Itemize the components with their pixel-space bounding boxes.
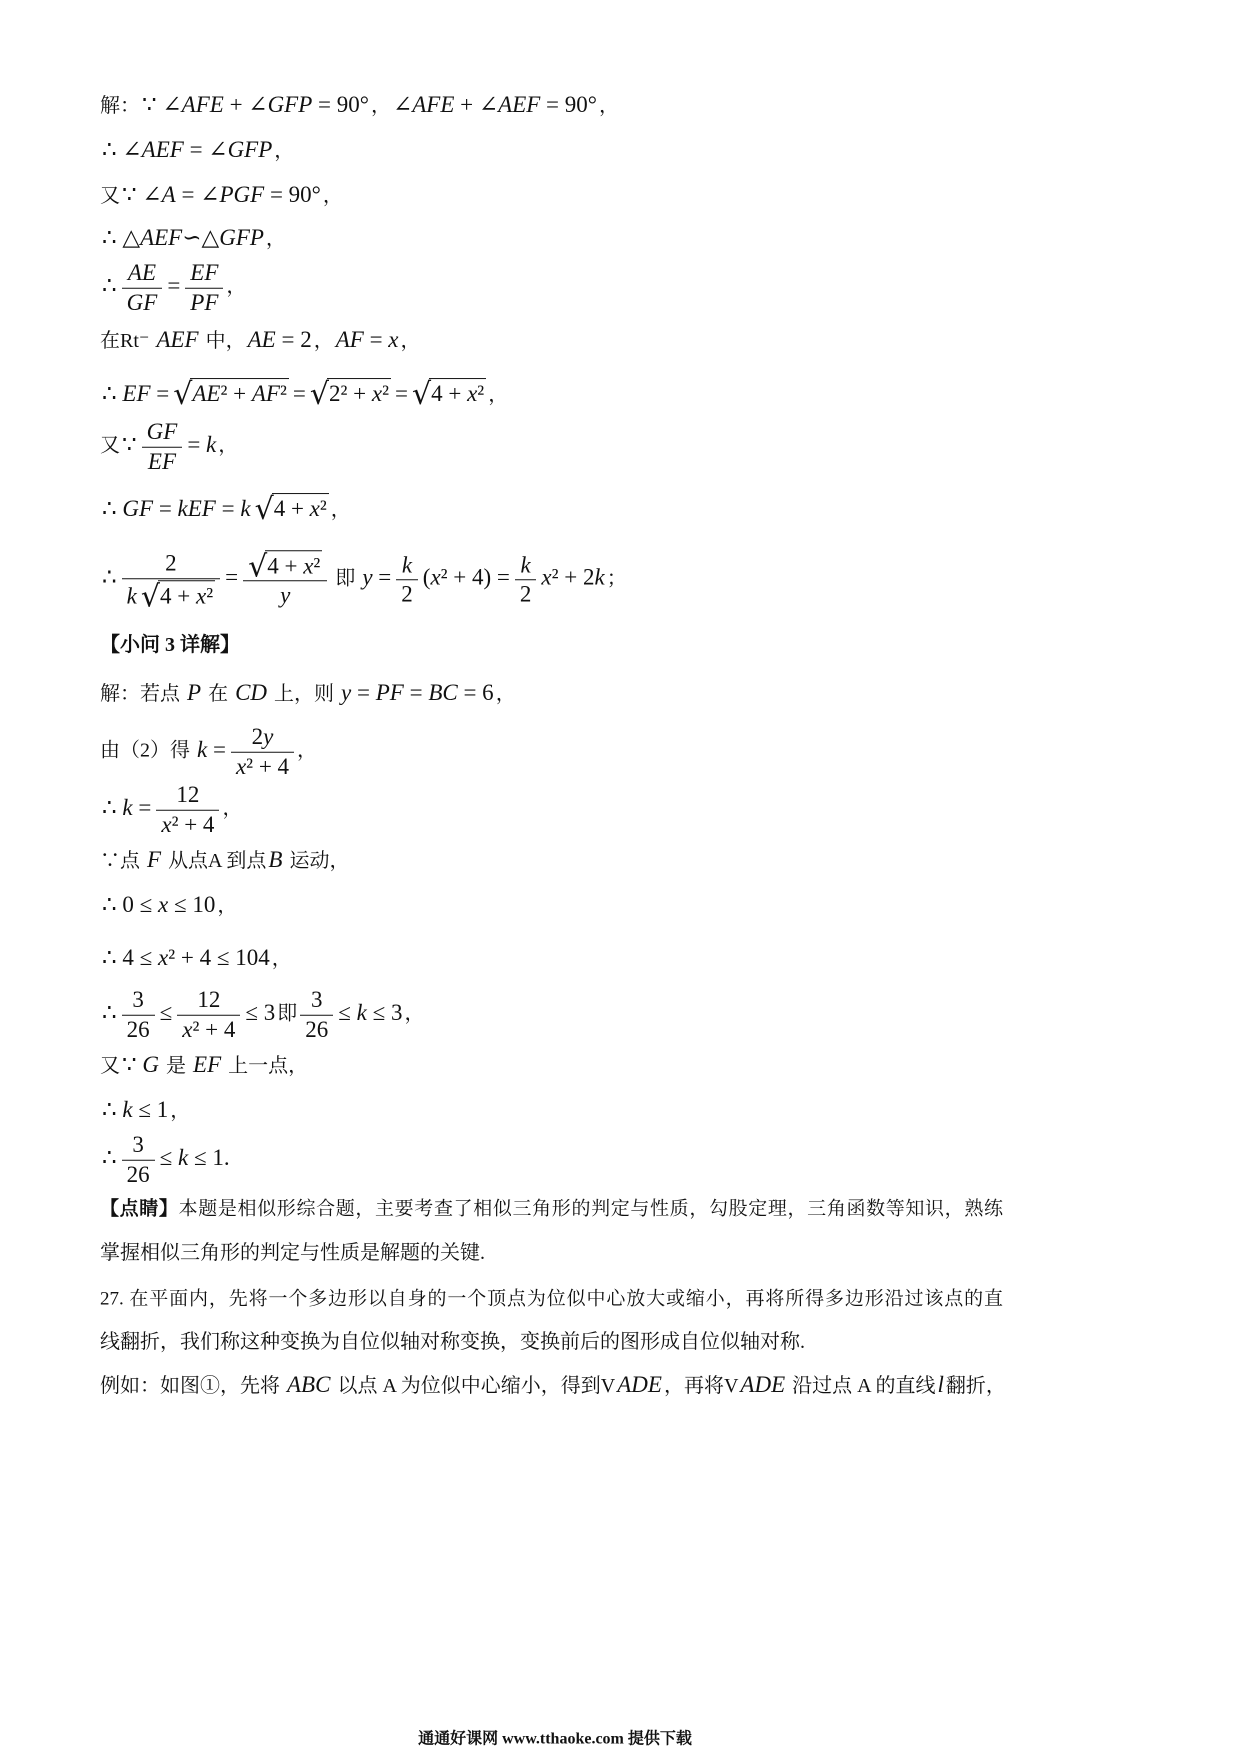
math-expression: AE [127, 259, 157, 285]
math-expression: EF [193, 1052, 222, 1078]
text-run: ，再将 [663, 1375, 724, 1398]
math-expression: k [401, 551, 413, 577]
text-run: 又 [100, 185, 120, 208]
solution-line [100, 325, 421, 355]
math-expression: PF [190, 289, 219, 315]
numerator [396, 551, 418, 580]
denominator [156, 810, 219, 840]
radical-sign: √ [254, 492, 274, 528]
math-expression: ∵ ∠AFE + ∠GFP = 90° [142, 92, 369, 118]
radicand: 2² + x² [327, 378, 391, 407]
radical-sign: √ [140, 579, 160, 614]
text-run: 上，则 [269, 683, 340, 706]
math-expression: x² + 4 [161, 811, 215, 837]
text-run: 在Rt⁻ [100, 330, 155, 353]
math-expression: = k [187, 431, 217, 457]
fraction [142, 418, 183, 477]
text-run: 中， [200, 330, 246, 353]
math-expression: CD [235, 680, 268, 706]
numerator [243, 549, 327, 585]
math-expression: 2 [165, 550, 177, 576]
denominator [122, 1015, 155, 1045]
text-run: 本题是相似形综合题，主要考查了相似三角形的判定与性质，勾股定理，三角函数等知识，熟练 [178, 1198, 1003, 1220]
math-expression: B [268, 847, 283, 873]
denominator [122, 578, 220, 614]
square-root [309, 377, 391, 413]
denominator [243, 581, 327, 611]
denominator [177, 1015, 240, 1045]
text-run: ， [404, 1002, 425, 1025]
solution-line [100, 1095, 190, 1125]
text-run: 翻折， [945, 1375, 1006, 1398]
math-expression: ∵ G [122, 1052, 160, 1078]
numerator [185, 259, 223, 288]
math-expression: ∴ [102, 1144, 117, 1170]
text-run: ， [330, 499, 351, 522]
text-run: 运动， [284, 850, 350, 873]
math-expression: ∴ 0 ≤ x ≤ 10 [102, 892, 216, 918]
math-expression: 3 [310, 986, 323, 1012]
radicand: 4 + x² [158, 580, 215, 609]
fraction [515, 551, 537, 610]
solution-line [100, 1131, 232, 1190]
text-run: V [723, 1375, 739, 1398]
math-expression: ≤ [159, 999, 173, 1025]
square-root [173, 377, 289, 413]
denominator [396, 580, 418, 610]
solution-line [100, 678, 516, 708]
square-root [411, 377, 486, 413]
text-run: 即 [277, 1002, 298, 1025]
numerator [122, 259, 163, 288]
question-27-text [100, 1370, 1006, 1400]
denominator [122, 288, 163, 318]
text-run: 解： [100, 95, 140, 118]
math-expression: k = [197, 736, 226, 762]
text-run: V [600, 1375, 616, 1398]
question-27-text [100, 1329, 805, 1355]
solution-line [100, 135, 294, 165]
math-expression: x² + 4 [235, 753, 290, 779]
math-expression: ∴ k ≤ 1 [102, 1097, 169, 1123]
text-run: ， [313, 330, 334, 353]
fraction [396, 551, 418, 610]
radical-sign: √ [248, 549, 268, 585]
fraction [156, 781, 219, 840]
math-expression: AE = 2 [247, 327, 312, 353]
denominator [231, 752, 294, 782]
solution-line [100, 418, 238, 477]
text-run: ， [226, 275, 247, 298]
math-expression: = [394, 381, 408, 407]
math-expression: ∵ [122, 431, 137, 457]
key-point-note [100, 1198, 1003, 1223]
text-run: ； [606, 567, 627, 590]
math-expression: AEF [156, 327, 199, 353]
math-expression: = [167, 272, 181, 298]
key-point-note [100, 1240, 485, 1266]
denominator [185, 288, 223, 318]
radicand: AE² + AF² [190, 378, 289, 407]
math-expression: ADE [617, 1372, 662, 1398]
text-run: ∵点 [100, 850, 145, 873]
fraction [122, 1131, 155, 1190]
text-run: 例如：如图①，先将 [100, 1375, 285, 1398]
math-expression: F [147, 847, 162, 873]
solution-line [100, 1050, 308, 1080]
math-expression: 26 [126, 1161, 150, 1187]
text-run: ， [495, 683, 516, 706]
math-expression: y = PF = BC = 6 [341, 680, 494, 706]
text-run: ， [265, 228, 286, 251]
solution-line [100, 890, 237, 920]
text-run: 27. 在平面内，先将一个多边形以自身的一个顶点为位似中心放大或缩小，再将所得多边形沿过该点的直 [100, 1288, 1003, 1310]
text-run: 解：若点 [100, 683, 185, 706]
math-expression: ∴ GF = kEF = k [102, 496, 251, 522]
numerator [122, 986, 155, 1015]
solution-line [100, 986, 424, 1045]
bold-label: 【小问 3 详解】 [100, 634, 240, 656]
solution-line [100, 492, 351, 528]
math-expression: x² + 2k [541, 564, 605, 590]
text-run: 又 [100, 434, 120, 457]
math-expression: 12 [197, 986, 221, 1012]
math-expression: P [187, 680, 202, 706]
text-run: 以点 A 为位似中心缩小，得到 [332, 1375, 601, 1398]
math-expression: ADE [740, 1372, 786, 1398]
math-expression: EF [147, 448, 177, 474]
math-expression: GF [126, 289, 158, 315]
math-expression: 2 [401, 581, 413, 607]
numerator [177, 986, 240, 1015]
math-expression: ∴ △AEF∽△GFP [102, 225, 264, 251]
solution-line [100, 549, 627, 614]
numerator [515, 551, 537, 580]
numerator [300, 986, 333, 1015]
math-expression: 12 [176, 781, 200, 807]
math-expression: y = [362, 564, 392, 590]
question-27-text [100, 1288, 1003, 1313]
text-run: ， [274, 140, 295, 163]
text-run: ， [370, 95, 391, 118]
fraction [122, 259, 163, 318]
text-run: 沿过点 A 的直线 [787, 1375, 936, 1398]
math-expression: ∴ k = [102, 794, 152, 820]
text-run: 由（2）得 [100, 739, 195, 762]
math-expression: (x² + 4) = [422, 564, 510, 590]
math-expression: ≤ k ≤ 3 [338, 999, 403, 1025]
math-expression: = [292, 381, 306, 407]
numerator [156, 781, 219, 810]
solution-line [100, 943, 292, 973]
solution-line [100, 223, 286, 253]
math-expression: AF = x [335, 327, 399, 353]
math-expression: x² + 4 [182, 1016, 236, 1042]
text-run: 又 [100, 1055, 120, 1078]
math-expression: 2 [519, 581, 532, 607]
text-run: 线翻折，我们称这种变换为自位似轴对称变换，变换前后的图形成自位似轴对称. [100, 1331, 805, 1353]
text-run: ， [297, 739, 318, 762]
math-expression: ≤ 3 [245, 999, 276, 1025]
text-run: ， [170, 1100, 191, 1123]
subquestion-heading [100, 632, 240, 658]
denominator [515, 580, 537, 610]
text-run: ， [322, 185, 343, 208]
solution-line [100, 723, 317, 782]
math-expression: 26 [305, 1016, 329, 1042]
square-root [254, 492, 329, 528]
text-run: 掌握相似三角形的判定与性质是解题的关键. [100, 1242, 485, 1264]
math-expression: 3 [132, 1131, 144, 1157]
fraction [231, 723, 294, 782]
radicand: 4 + x² [272, 493, 329, 522]
text-run: ， [271, 948, 292, 971]
text-run: 是 [161, 1055, 192, 1078]
solution-line [100, 377, 509, 413]
denominator [122, 1160, 155, 1190]
math-expression: GF [146, 418, 178, 444]
denominator [300, 1015, 333, 1045]
radical-sign: √ [309, 377, 329, 413]
numerator [142, 418, 183, 447]
text-run: 从点A 到点 [163, 850, 267, 873]
fraction [185, 259, 223, 318]
text-run: 上一点， [223, 1055, 309, 1078]
numerator [231, 723, 294, 752]
text-run: ， [217, 895, 238, 918]
text-run: 即 [330, 567, 361, 590]
page-footer: 通通好课网 www.tthaoke.com 提供下载 [418, 1730, 692, 1748]
math-expression: ∴ 4 ≤ x² + 4 ≤ 104 [102, 945, 270, 971]
denominator [142, 447, 183, 477]
math-expression: ∠AFE + ∠AEF = 90° [392, 92, 597, 118]
math-expression: k [520, 551, 531, 577]
math-expression: ∴ [102, 564, 117, 590]
math-expression: k [126, 583, 137, 608]
text-run: ， [222, 797, 243, 820]
radicand: 4 + x² [429, 378, 486, 407]
solution-line [100, 781, 242, 840]
solution-line [100, 180, 343, 210]
square-root [140, 579, 215, 614]
math-expression: l [937, 1372, 944, 1398]
solution-line [100, 845, 349, 875]
math-expression: ABC [287, 1372, 331, 1398]
text-run: ， [400, 330, 421, 353]
text-run: ， [488, 384, 509, 407]
math-expression: 3 [132, 986, 144, 1012]
solution-line [100, 90, 619, 120]
math-expression: ∴ [102, 272, 117, 298]
numerator [122, 549, 220, 578]
math-expression: 2y [251, 723, 274, 749]
radical-sign: √ [173, 377, 193, 413]
fraction [122, 549, 220, 614]
fraction [122, 986, 155, 1045]
radicand: 4 + x² [265, 551, 322, 580]
math-expression: ∴ EF = [102, 381, 170, 407]
text-run: 在 [203, 683, 234, 706]
solution-line [100, 259, 246, 318]
fraction [177, 986, 240, 1045]
math-expression: ≤ k ≤ 1. [159, 1144, 230, 1170]
math-expression: ∴ ∠AEF = ∠GFP [102, 137, 273, 163]
text-run: ， [218, 434, 239, 457]
fraction [243, 550, 327, 611]
numerator [122, 1131, 155, 1160]
square-root [248, 549, 322, 585]
radical-sign: √ [411, 377, 432, 413]
math-expression: ∵ ∠A = ∠PGF = 90° [122, 182, 321, 208]
math-expression: EF [190, 259, 219, 285]
math-expression: = [225, 564, 239, 590]
math-expression: y [280, 582, 291, 608]
bold-label: 【点睛】 [100, 1198, 179, 1220]
math-expression: 26 [126, 1016, 150, 1042]
text-run: ， [598, 95, 619, 118]
fraction [300, 986, 333, 1045]
math-expression: ∴ [102, 999, 117, 1025]
